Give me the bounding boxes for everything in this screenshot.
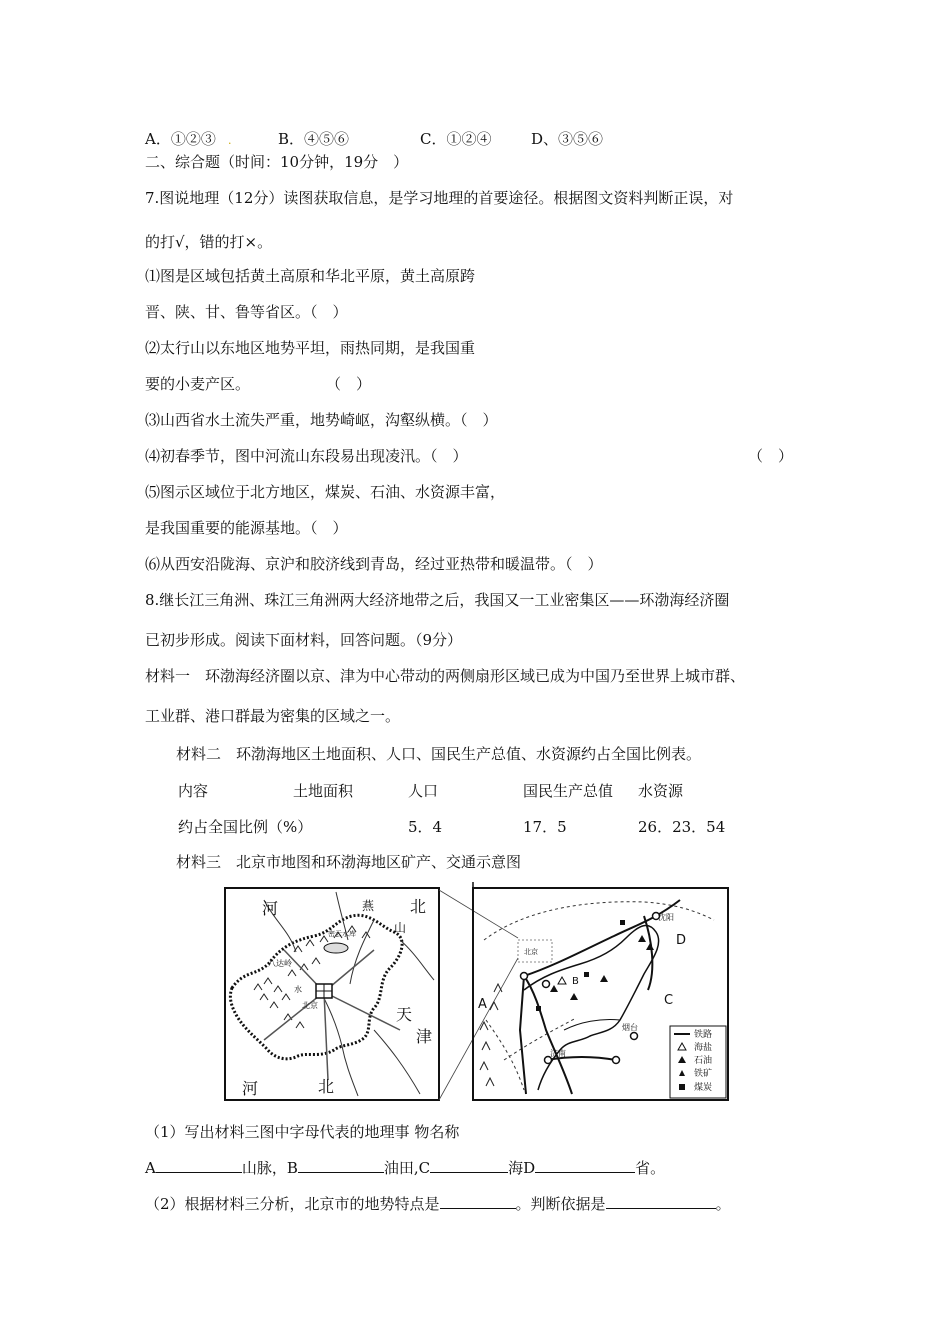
sub1-b-label: 山脉，B [241, 1159, 298, 1177]
q7-item-2b: 要的小麦产区。 [145, 375, 251, 393]
q7-item-6: ⑹从西安沿陇海、京沪和胶济线到青岛，经过亚热带和暖温带。（ ） [145, 555, 603, 573]
legend-label: 石油 [694, 1056, 713, 1066]
legend-label: 铁路 [694, 1030, 713, 1040]
table-header: 水资源 [638, 782, 684, 800]
q7-item-4-extra: （ ） [748, 447, 794, 465]
map-label-a: A [478, 997, 487, 1012]
sub1-d-label: 海D [508, 1159, 536, 1177]
map-svg [224, 880, 730, 1102]
q7-item-3: ⑶山西省水土流失严重，地势崎岖，沟壑纵横。（ ） [145, 411, 498, 429]
option-c: C．①②④ [420, 130, 492, 148]
map-label-shenyang: 沈阳 [658, 913, 674, 922]
map-figure [224, 880, 730, 1102]
map-label-badaling: 八达岭 [268, 959, 292, 968]
map-label-miyun: 密云水库 [328, 930, 356, 938]
map-label-bei-top: 北 [410, 897, 427, 916]
material-1a: 材料一 环渤海经济圈以京、津为中心带动的两侧扇形区域已成为中国乃至世界上城市群、 [145, 667, 746, 685]
table-header-row [0, 780, 950, 800]
table-cell: 5．4 [408, 818, 443, 836]
q8-line-2: 已初步形成。阅读下面材料，回答问题。（9分） [145, 631, 463, 649]
beijing-map [225, 888, 439, 1100]
option-a: A．①②③ [145, 130, 216, 148]
legend-label: 煤炭 [694, 1083, 713, 1093]
map-legend [670, 1026, 726, 1098]
sub2-middle: 。判断依据是 [515, 1195, 606, 1213]
table-data-row [0, 816, 950, 836]
q8-sub-1: （1）写出材料三图中字母代表的地理事 物名称 [145, 1123, 460, 1141]
q7-item-5b: 是我国重要的能源基地。（ ） [145, 519, 348, 537]
map-label-shui: 水 [294, 985, 302, 994]
sub1-a-label: A [145, 1159, 156, 1177]
map-label-beijing: 北京 [302, 1001, 318, 1010]
q7-item-5a: ⑸图示区域位于北方地区，煤炭、石油、水资源丰富， [145, 483, 506, 501]
blank-d[interactable] [535, 1156, 635, 1173]
q7-line-1: 7.图说地理（12分）读图获取信息，是学习地理的首要途径。根据图文资料判断正误，对 [145, 189, 734, 207]
map-label-jinan: 济南 [550, 1049, 566, 1058]
sub2-prefix: （2）根据材料三分析，北京市的地势特点是 [145, 1195, 440, 1213]
map-label-c: C [664, 993, 674, 1008]
table-header: 内容 [178, 782, 209, 800]
blank-terrain[interactable] [440, 1192, 516, 1209]
map-label-yantai: 烟台 [622, 1023, 638, 1032]
legend-label: 铁矿 [694, 1069, 713, 1079]
q7-item-1b: 晋、陕、甘、鲁等省区。（ ） [145, 303, 348, 321]
table-cell: 17．5 [523, 818, 567, 836]
map-label-tian: 天 [396, 1005, 413, 1024]
map-label-b: B [572, 976, 579, 987]
bohai-map [473, 882, 728, 1100]
legend-coal-icon [679, 1084, 685, 1090]
option-d: D、③⑤⑥ [531, 130, 604, 148]
map-label-d: D [676, 933, 687, 948]
material-3: 材料三 北京市地图和环渤海地区矿产、交通示意图 [176, 853, 522, 871]
blank-a[interactable] [156, 1156, 242, 1173]
q8-line-1: 8.继长江三角洲、珠江三角洲两大经济地带之后，我国又一工业密集区——环渤海经济圈 [145, 591, 730, 609]
table-header: 土地面积 [293, 782, 354, 800]
blank-basis[interactable] [606, 1192, 716, 1209]
map-label-jin: 津 [416, 1027, 433, 1046]
material-1b: 工业群、港口群最为密集的区域之一。 [145, 707, 401, 725]
blank-b[interactable] [298, 1156, 384, 1173]
map-label-he-top: 河 [262, 899, 279, 918]
table-header: 人口 [408, 782, 439, 800]
section-2-title: 二、综合题（时间：10分钟，19分 ） [145, 153, 409, 171]
q7-item-1a: ⑴图是区域包括黄土高原和华北平原，黄土高原跨 [145, 267, 476, 285]
map-label-shan: 山 [394, 921, 407, 935]
table-cell: 26．23．54 [638, 818, 726, 836]
map-label-yan: 燕 [362, 899, 375, 913]
q7-line-2: 的打√，错的打×。 [145, 233, 273, 251]
option-b: B．④⑤⑥ [278, 130, 350, 148]
q7-item-2-paren: （ ） [326, 375, 372, 393]
material-2: 材料二 环渤海地区土地面积、人口、国民生产总值、水资源约占全国比例表。 [176, 745, 702, 763]
q8-sub-1-blanks [145, 1156, 665, 1178]
zoom-connector [439, 890, 518, 1100]
table-cell: 约占全国比例（%） [178, 818, 313, 836]
q7-item-2a: ⑵太行山以东地区地势平坦，雨热同期，是我国重 [145, 339, 476, 357]
sub2-end: 。 [715, 1195, 731, 1213]
map-label-bei-bottom: 北 [318, 1077, 335, 1096]
dot-mark: . [228, 134, 232, 147]
q7-item-4: ⑷初春季节，图中河流山东段易出现凌汛。（ ） [145, 447, 468, 465]
q8-sub-2 [145, 1192, 731, 1214]
legend-label: 海盐 [694, 1043, 713, 1053]
map-label-he-bottom: 河 [242, 1079, 259, 1098]
table-header: 国民生产总值 [523, 782, 614, 800]
map-label-beijing-box: 北京 [524, 948, 538, 956]
sub1-end: 省。 [635, 1159, 666, 1177]
sub1-c-label: 油田,C [383, 1159, 431, 1177]
blank-c[interactable] [430, 1156, 508, 1173]
